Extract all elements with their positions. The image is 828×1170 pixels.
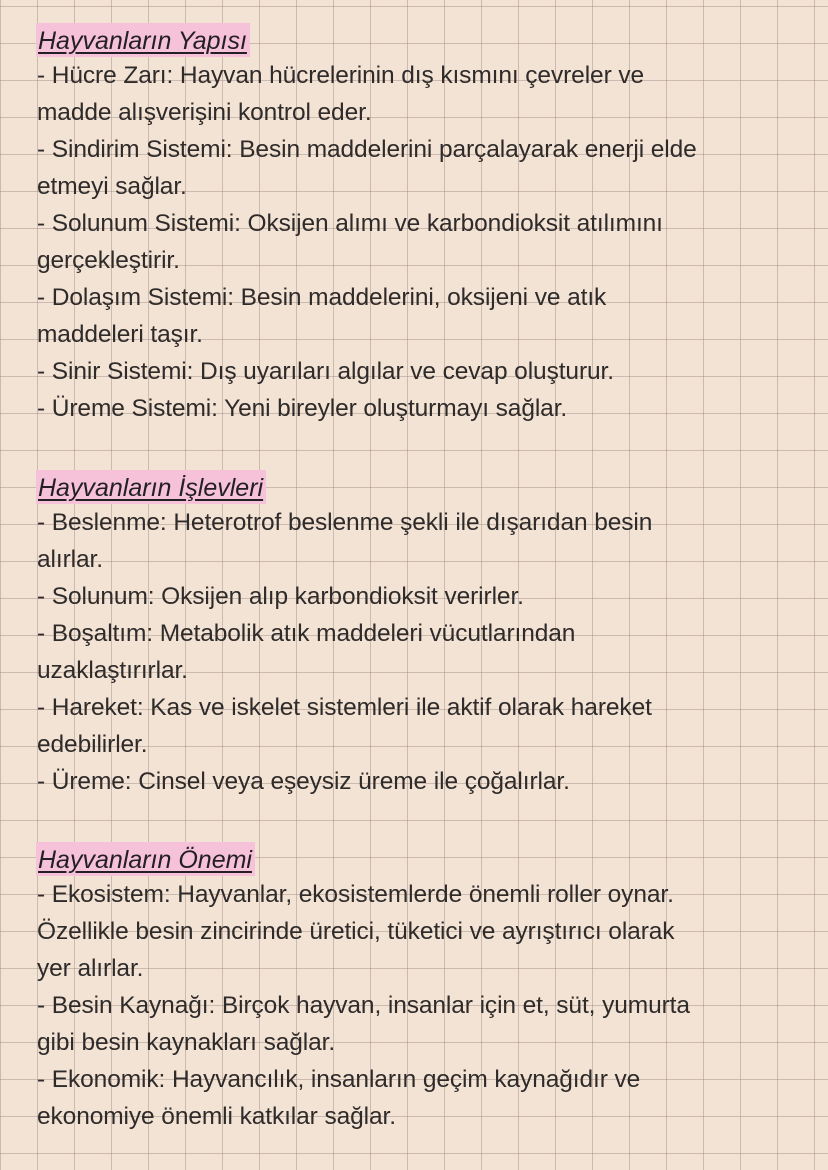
section-animal-importance [37, 842, 807, 1135]
note-line: - Sindirim Sistemi: Besin maddelerini parçalayarak enerji elde [37, 136, 697, 163]
note-line: - Boşaltım: Metabolik atık maddeleri vücutlarından [37, 620, 576, 647]
note-line: - Ekonomik: Hayvancılık, insanların geçim kaynağıdır ve [37, 1066, 641, 1093]
section-heading: Hayvanların Yapısı [36, 23, 250, 57]
note-line: - Hücre Zarı: Hayvan hücrelerinin dış kısmını çevreler ve [37, 62, 645, 89]
note-line: - Sinir Sistemi: Dış uyarıları algılar ve cevap oluşturur. [37, 358, 614, 385]
note-line: Özellikle besin zincirinde üretici, tüketici ve ayrıştırıcı olarak [37, 918, 675, 945]
note-line: madde alışverişini kontrol eder. [37, 99, 372, 126]
note-line: maddeleri taşır. [37, 321, 203, 348]
note-line: - Besin Kaynağı: Birçok hayvan, insanlar için et, süt, yumurta [37, 992, 690, 1019]
section-heading: Hayvanların İşlevleri [36, 470, 266, 504]
note-line: edebilirler. [37, 731, 148, 758]
note-line: ekonomiye önemli katkılar sağlar. [37, 1103, 396, 1130]
note-line: - Solunum: Oksijen alıp karbondioksit verirler. [37, 583, 524, 610]
note-line: uzaklaştırırlar. [37, 657, 188, 684]
note-line: - Solunum Sistemi: Oksijen alımı ve karbondioksit atılımını [37, 210, 663, 237]
note-line: - Ekosistem: Hayvanlar, ekosistemlerde önemli roller oynar. [37, 881, 674, 908]
note-line: yer alırlar. [37, 955, 144, 982]
section-animal-structure [37, 23, 807, 427]
note-line: - Üreme Sistemi: Yeni bireyler oluşturmayı sağlar. [37, 395, 568, 422]
note-line: - Dolaşım Sistemi: Besin maddelerini, oksijeni ve atık [37, 284, 607, 311]
note-line: gibi besin kaynakları sağlar. [37, 1029, 336, 1056]
section-heading: Hayvanların Önemi [36, 842, 255, 876]
section-animal-functions [37, 470, 807, 800]
note-line: gerçekleştirir. [37, 247, 180, 274]
note-line: etmeyi sağlar. [37, 173, 187, 200]
note-line: alırlar. [37, 546, 103, 573]
note-line: - Hareket: Kas ve iskelet sistemleri ile aktif olarak hareket [37, 694, 652, 721]
note-line: - Beslenme: Heterotrof beslenme şekli ile dışarıdan besin [37, 509, 653, 536]
note-line: - Üreme: Cinsel veya eşeysiz üreme ile çoğalırlar. [37, 768, 570, 795]
